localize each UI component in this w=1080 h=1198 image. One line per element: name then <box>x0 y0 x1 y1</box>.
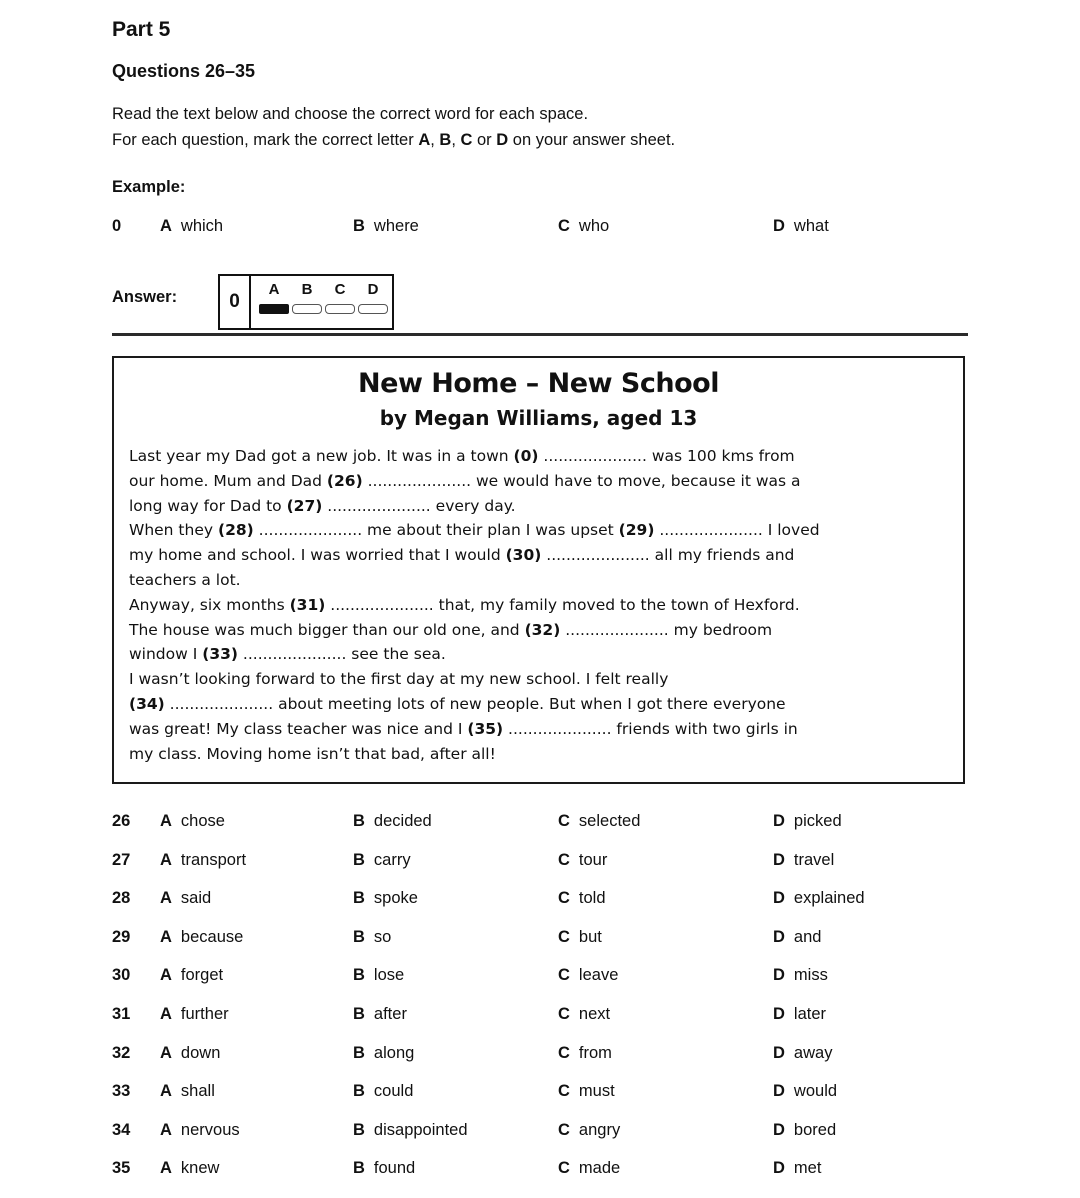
option-word: so <box>373 927 392 946</box>
option-letter: C <box>558 1082 570 1101</box>
part-title: Part 5 <box>112 18 171 41</box>
question-number: 34 <box>112 1120 131 1139</box>
option-34-b <box>353 1121 468 1140</box>
option-word: knew <box>180 1159 220 1178</box>
option-letter: D <box>773 1120 785 1139</box>
text-segment: our home. Mum and Dad <box>129 471 327 490</box>
example-option-a <box>160 217 223 236</box>
option-letter: B <box>353 927 365 946</box>
option-word: which <box>180 217 224 235</box>
question-row-28 <box>112 889 972 928</box>
question-row-34 <box>112 1121 972 1160</box>
option-word: spoke <box>373 889 418 908</box>
answer-column-d <box>358 280 388 328</box>
option-27-a <box>160 851 246 870</box>
option-letter: D <box>773 1004 785 1023</box>
option-letter: C <box>558 850 570 869</box>
question-number: 29 <box>112 927 131 946</box>
option-31-b <box>353 1005 407 1024</box>
bold-text-segment: (28) <box>217 521 254 540</box>
option-letter: B <box>353 1004 365 1023</box>
option-letter: A <box>160 927 172 946</box>
passage-line <box>129 593 951 618</box>
option-letter: C <box>558 1159 570 1178</box>
bold-text-segment: (34) <box>129 694 165 713</box>
option-27-b <box>353 851 411 870</box>
option-35-c <box>558 1159 620 1178</box>
text-segment: ..................... me about their plan I was upset <box>253 521 619 540</box>
option-letter: D <box>773 927 785 946</box>
option-31-d <box>773 1005 826 1024</box>
passage-line <box>129 444 951 469</box>
option-word: selected <box>578 812 641 830</box>
question-number: 33 <box>112 1082 131 1101</box>
bold-text-segment: C <box>460 131 473 149</box>
bold-text-segment: (27) <box>286 496 323 515</box>
text-segment: window I <box>129 645 203 664</box>
passage-body <box>129 444 951 766</box>
question-number: 35 <box>112 1159 131 1178</box>
instructions-line-1: Read the text below and choose the correct word for each space. <box>112 105 589 123</box>
text-segment: ..................... was 100 kms from <box>538 447 795 465</box>
option-word: next <box>578 1004 611 1023</box>
option-word: along <box>373 1043 415 1062</box>
text-segment: For each question, mark the correct letter <box>112 131 419 149</box>
answer-label: Answer: <box>112 288 178 306</box>
option-word: met <box>793 1159 822 1178</box>
option-29-a <box>160 928 243 947</box>
option-33-d <box>773 1082 837 1101</box>
option-letter: B <box>353 966 365 985</box>
option-word: could <box>373 1082 414 1101</box>
bold-text-segment: (29) <box>618 521 655 540</box>
option-letter: C <box>558 1043 570 1062</box>
option-31-c <box>558 1005 610 1024</box>
option-32-b <box>353 1044 414 1063</box>
option-word: carry <box>373 850 411 869</box>
text-segment: ..................... my bedroom <box>560 620 773 639</box>
option-word: found <box>373 1159 416 1178</box>
text-segment: ..................... all my friends and <box>541 546 795 565</box>
text-segment: or <box>472 131 497 149</box>
option-word: forget <box>180 966 224 985</box>
question-row-31 <box>112 1005 972 1044</box>
option-letter: A <box>160 889 172 908</box>
option-letter: B <box>353 1082 365 1101</box>
answer-mark-b <box>292 304 322 314</box>
answer-letter: B <box>301 281 313 298</box>
option-word: said <box>180 889 212 908</box>
answer-box-number: 0 <box>220 276 251 328</box>
text-segment: my class. Moving home isn’t that bad, after all! <box>129 744 496 763</box>
passage-box <box>112 356 965 784</box>
option-30-c <box>558 966 618 985</box>
option-letter: D <box>773 850 785 869</box>
bold-text-segment: (33) <box>202 645 238 664</box>
passage-line <box>129 494 951 519</box>
option-word: after <box>373 1004 407 1023</box>
text-segment: ..................... that, my family moved to the town of Hexford. <box>325 595 800 614</box>
option-word: nervous <box>180 1120 240 1139</box>
option-word: would <box>793 1082 838 1101</box>
text-segment: When they <box>129 521 218 540</box>
text-segment: was great! My class teacher was nice and I <box>129 719 468 738</box>
option-26-b <box>353 812 432 831</box>
option-letter: C <box>558 966 570 985</box>
text-segment: ..................... every day. <box>322 496 516 515</box>
option-word: bored <box>793 1120 837 1139</box>
option-30-a <box>160 966 223 985</box>
option-letter: B <box>353 217 365 235</box>
option-word: explained <box>793 889 865 908</box>
passage-line <box>129 692 951 717</box>
text-segment: Last year my Dad got a new job. It was in a town <box>129 447 514 465</box>
option-26-c <box>558 812 640 831</box>
section-divider <box>112 333 968 336</box>
option-29-b <box>353 928 391 947</box>
option-letter: B <box>353 1159 365 1178</box>
option-28-a <box>160 889 211 908</box>
bold-text-segment: (32) <box>524 620 561 639</box>
option-letter: D <box>773 1082 785 1101</box>
passage-line <box>129 667 951 692</box>
option-word: shall <box>180 1082 215 1101</box>
option-letter: C <box>558 927 570 946</box>
passage-line <box>129 543 951 568</box>
option-word: and <box>793 927 822 946</box>
text-segment: ..................... we would have to move, because it was a <box>362 471 801 490</box>
passage-line <box>129 717 951 742</box>
question-row-35 <box>112 1159 972 1198</box>
passage-line <box>129 742 951 767</box>
option-30-b <box>353 966 404 985</box>
question-row-32 <box>112 1044 972 1083</box>
option-29-c <box>558 928 602 947</box>
option-word: because <box>180 927 244 946</box>
option-letter: D <box>773 217 785 235</box>
text-segment: ..................... about meeting lots of new people. But when I got there everyone <box>164 694 786 713</box>
instructions <box>112 101 675 153</box>
option-33-b <box>353 1082 413 1101</box>
text-segment: long way for Dad to <box>129 496 287 515</box>
question-row-33 <box>112 1082 972 1121</box>
option-32-d <box>773 1044 832 1063</box>
option-letter: A <box>160 812 172 830</box>
option-word: miss <box>793 966 828 985</box>
passage-line <box>129 568 951 593</box>
example-row <box>112 217 972 241</box>
question-number: 32 <box>112 1043 131 1062</box>
text-segment: ..................... see the sea. <box>237 645 446 664</box>
option-29-d <box>773 928 821 947</box>
question-number: 30 <box>112 966 131 985</box>
text-segment: my home and school. I was worried that I would <box>129 546 506 565</box>
example-option-d <box>773 217 829 236</box>
option-letter: B <box>353 850 365 869</box>
option-letter: D <box>773 1159 785 1178</box>
passage-line <box>129 469 951 494</box>
answer-letter: D <box>367 281 379 298</box>
question-number: 26 <box>112 812 131 830</box>
option-26-d <box>773 812 842 831</box>
option-letter: D <box>773 966 785 985</box>
option-30-d <box>773 966 828 985</box>
option-letter: A <box>160 966 172 985</box>
example-option-c <box>558 217 609 236</box>
option-34-d <box>773 1121 836 1140</box>
text-segment: teachers a lot. <box>129 570 241 589</box>
option-word: decided <box>373 812 432 830</box>
question-number: 27 <box>112 850 131 869</box>
text-segment: ..................... friends with two girls in <box>503 719 798 738</box>
option-31-a <box>160 1005 229 1024</box>
option-letter: A <box>160 1082 172 1101</box>
question-row-29 <box>112 928 972 967</box>
option-word: down <box>180 1043 221 1062</box>
option-letter: C <box>558 217 570 235</box>
option-34-a <box>160 1121 240 1140</box>
bold-text-segment: (0) <box>513 447 539 465</box>
option-word: further <box>180 1004 229 1023</box>
option-word: transport <box>180 850 247 869</box>
text-segment: , <box>430 131 440 149</box>
option-letter: B <box>353 812 365 830</box>
option-word: away <box>793 1043 833 1062</box>
question-row-30 <box>112 966 972 1005</box>
option-letter: C <box>558 889 570 908</box>
option-28-b <box>353 889 418 908</box>
example-number: 0 <box>112 217 122 235</box>
option-word: angry <box>578 1120 621 1139</box>
option-word: who <box>578 217 610 235</box>
option-27-d <box>773 851 834 870</box>
answer-letter: C <box>334 281 346 298</box>
bold-text-segment: (31) <box>289 595 326 614</box>
option-letter: A <box>160 1043 172 1062</box>
bold-text-segment: A <box>418 131 431 149</box>
answer-mark-a-filled <box>259 304 289 314</box>
passage-line <box>129 642 951 667</box>
option-word: lose <box>373 966 405 985</box>
option-word: but <box>578 927 602 946</box>
text-segment: The house was much bigger than our old one, and <box>129 620 525 639</box>
answer-box-grid <box>251 276 392 328</box>
answer-column-c <box>325 280 355 328</box>
answer-mark-d <box>358 304 388 314</box>
option-word: where <box>373 217 419 235</box>
question-row-26 <box>112 812 972 851</box>
option-letter: C <box>558 1120 570 1139</box>
option-word: from <box>578 1043 612 1062</box>
option-word: leave <box>578 966 619 985</box>
option-35-a <box>160 1159 219 1178</box>
answer-box <box>218 274 394 330</box>
example-option-b <box>353 217 419 236</box>
answer-mark-c <box>325 304 355 314</box>
bold-text-segment: (26) <box>326 471 363 490</box>
text-segment: ..................... I loved <box>654 521 820 540</box>
question-row-27 <box>112 851 972 890</box>
option-letter: D <box>773 812 785 830</box>
option-27-c <box>558 851 607 870</box>
option-letter: B <box>353 1120 365 1139</box>
question-number: 31 <box>112 1004 131 1023</box>
questions-range-heading: Questions 26–35 <box>112 61 256 81</box>
answer-column-b <box>292 280 322 328</box>
option-word: picked <box>793 812 842 830</box>
passage-line <box>129 518 951 543</box>
example-label: Example: <box>112 178 186 196</box>
option-word: told <box>578 889 606 908</box>
answer-letter: A <box>268 281 280 298</box>
option-letter: A <box>160 1004 172 1023</box>
passage-title: New Home – New School <box>358 368 719 399</box>
option-word: tour <box>578 850 608 869</box>
option-word: must <box>578 1082 615 1101</box>
option-letter: B <box>353 1043 365 1062</box>
option-letter: A <box>160 1159 172 1178</box>
option-letter: C <box>558 812 570 830</box>
instructions-line-2 <box>112 127 675 153</box>
text-segment: , <box>451 131 461 149</box>
questions-grid <box>112 812 972 1198</box>
option-letter: B <box>353 889 365 908</box>
option-letter: A <box>160 217 172 235</box>
option-word: later <box>793 1004 827 1023</box>
passage-line <box>129 618 951 643</box>
question-number: 28 <box>112 889 131 908</box>
option-33-c <box>558 1082 615 1101</box>
option-letter: C <box>558 1004 570 1023</box>
option-35-b <box>353 1159 415 1178</box>
option-32-c <box>558 1044 612 1063</box>
option-letter: D <box>773 889 785 908</box>
option-28-c <box>558 889 606 908</box>
passage-subtitle: by Megan Williams, aged 13 <box>379 406 698 430</box>
text-segment: I wasn’t looking forward to the first day at my new school. I felt really <box>129 670 669 689</box>
option-34-c <box>558 1121 620 1140</box>
bold-text-segment: D <box>496 131 509 149</box>
option-word: travel <box>793 850 835 869</box>
option-letter: A <box>160 850 172 869</box>
option-word: chose <box>180 812 225 830</box>
option-letter: D <box>773 1043 785 1062</box>
option-33-a <box>160 1082 215 1101</box>
option-35-d <box>773 1159 821 1178</box>
bold-text-segment: (30) <box>505 546 542 565</box>
bold-text-segment: (35) <box>467 719 504 738</box>
option-word: disappointed <box>373 1120 468 1139</box>
option-letter: A <box>160 1120 172 1139</box>
answer-column-a <box>259 280 289 328</box>
option-26-a <box>160 812 225 831</box>
option-32-a <box>160 1044 220 1063</box>
text-segment: Anyway, six months <box>129 595 290 614</box>
option-word: made <box>578 1159 621 1178</box>
bold-text-segment: B <box>439 131 452 149</box>
text-segment: on your answer sheet. <box>508 131 676 149</box>
option-28-d <box>773 889 865 908</box>
option-word: what <box>793 217 829 235</box>
